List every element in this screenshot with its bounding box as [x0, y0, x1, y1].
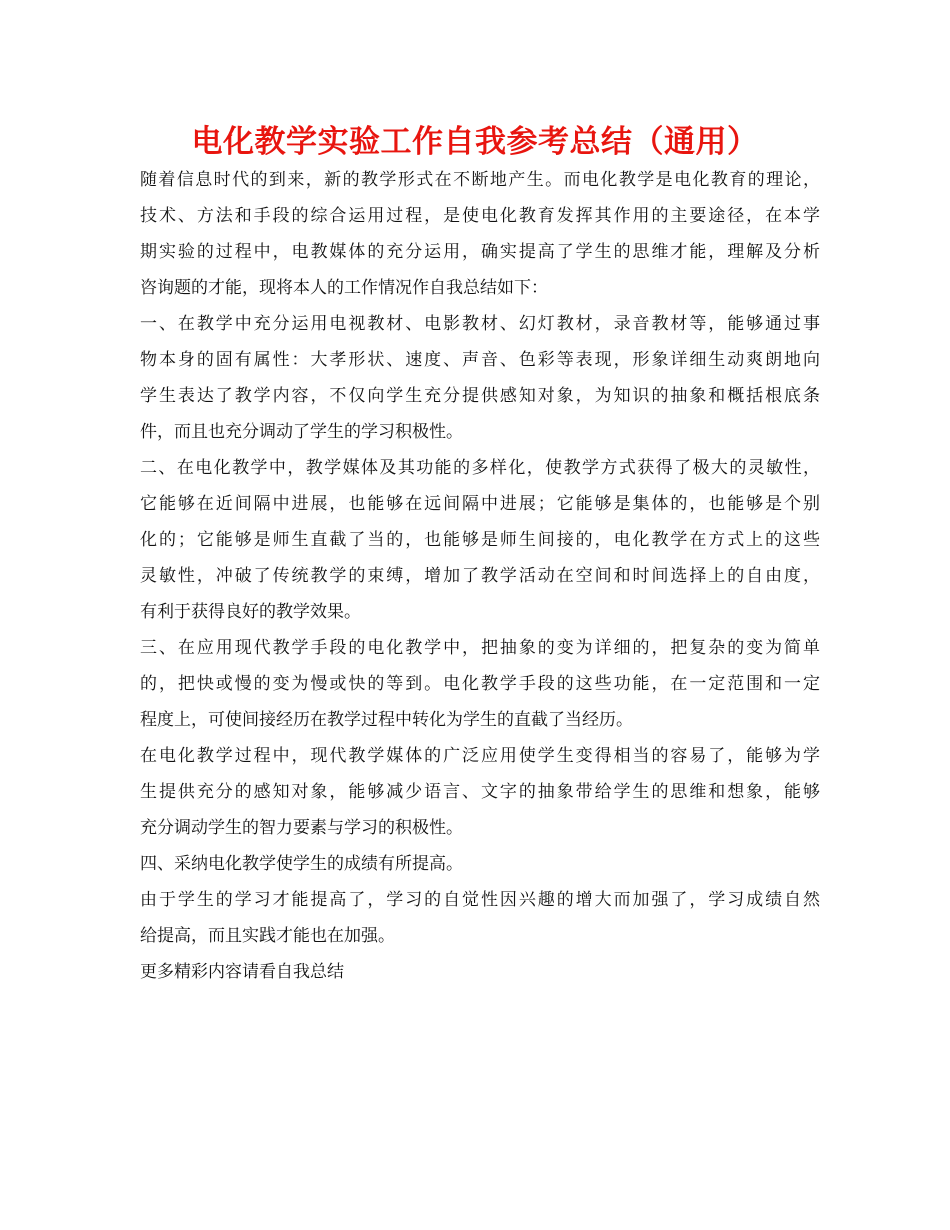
text-line: 随着信息时代的到来，新的教学形式在不断地产生。而电化教学是电化教育的理论，: [140, 170, 820, 190]
text-line: 有利于获得良好的教学效果。: [140, 602, 361, 622]
text-line: 给提高，而且实践才能也在加强。: [140, 926, 395, 946]
text-line: 化的；它能够是师生直截了当的，也能够是师生间接的，电化教学在方式上的这些: [140, 530, 820, 550]
text-line: 在电化教学过程中，现代教学媒体的广泛应用使学生变得相当的容易了，能够为学: [140, 746, 820, 766]
text-line: 灵敏性，冲破了传统教学的束缚，增加了教学活动在空间和时间选择上的自由度，: [140, 566, 820, 586]
text-line: 程度上，可使间接经历在教学过程中转化为学生的直截了当经历。: [140, 710, 633, 730]
document-title: 电化教学实验工作自我参考总结（通用）: [191, 124, 759, 160]
text-line: 充分调动学生的智力要素与学习的积极性。: [140, 818, 463, 838]
text-line: 更多精彩内容请看自我总结: [140, 962, 344, 982]
text-line: 四、采纳电化教学使学生的成绩有所提高。: [140, 854, 463, 874]
text-line: 技术、方法和手段的综合运用过程，是使电化教育发挥其作用的主要途径，在本学: [140, 206, 820, 226]
text-line: 它能够在近间隔中进展，也能够在远间隔中进展；它能够是集体的，也能够是个别: [140, 494, 820, 514]
text-line: 件，而且也充分调动了学生的学习积极性。: [140, 422, 463, 442]
text-line: 二、在电化教学中，教学媒体及其功能的多样化，使教学方式获得了极大的灵敏性，: [140, 458, 820, 478]
text-line: 学生表达了教学内容，不仅向学生充分提供感知对象，为知识的抽象和概括根底条: [140, 386, 820, 406]
text-line: 咨询题的才能，现将本人的工作情况作自我总结如下：: [140, 278, 548, 298]
text-line: 的，把快或慢的变为慢或快的等到。电化教学手段的这些功能，在一定范围和一定: [140, 674, 820, 694]
text-line: 三、在应用现代教学手段的电化教学中，把抽象的变为详细的，把复杂的变为简单: [140, 638, 820, 658]
document-body: [140, 162, 820, 990]
text-line: 一、在教学中充分运用电视教材、电影教材、幻灯教材，录音教材等，能够通过事: [140, 314, 820, 334]
text-line: 期实验的过程中，电教媒体的充分运用，确实提高了学生的思维才能，理解及分析: [140, 242, 820, 262]
text-line: 物本身的固有属性：大孝形状、速度、声音、色彩等表现，形象详细生动爽朗地向: [140, 350, 820, 370]
text-line: 由于学生的学习才能提高了，学习的自觉性因兴趣的增大而加强了，学习成绩自然: [140, 890, 820, 910]
text-line: 生提供充分的感知对象，能够减少语言、文字的抽象带给学生的思维和想象，能够: [140, 782, 820, 802]
